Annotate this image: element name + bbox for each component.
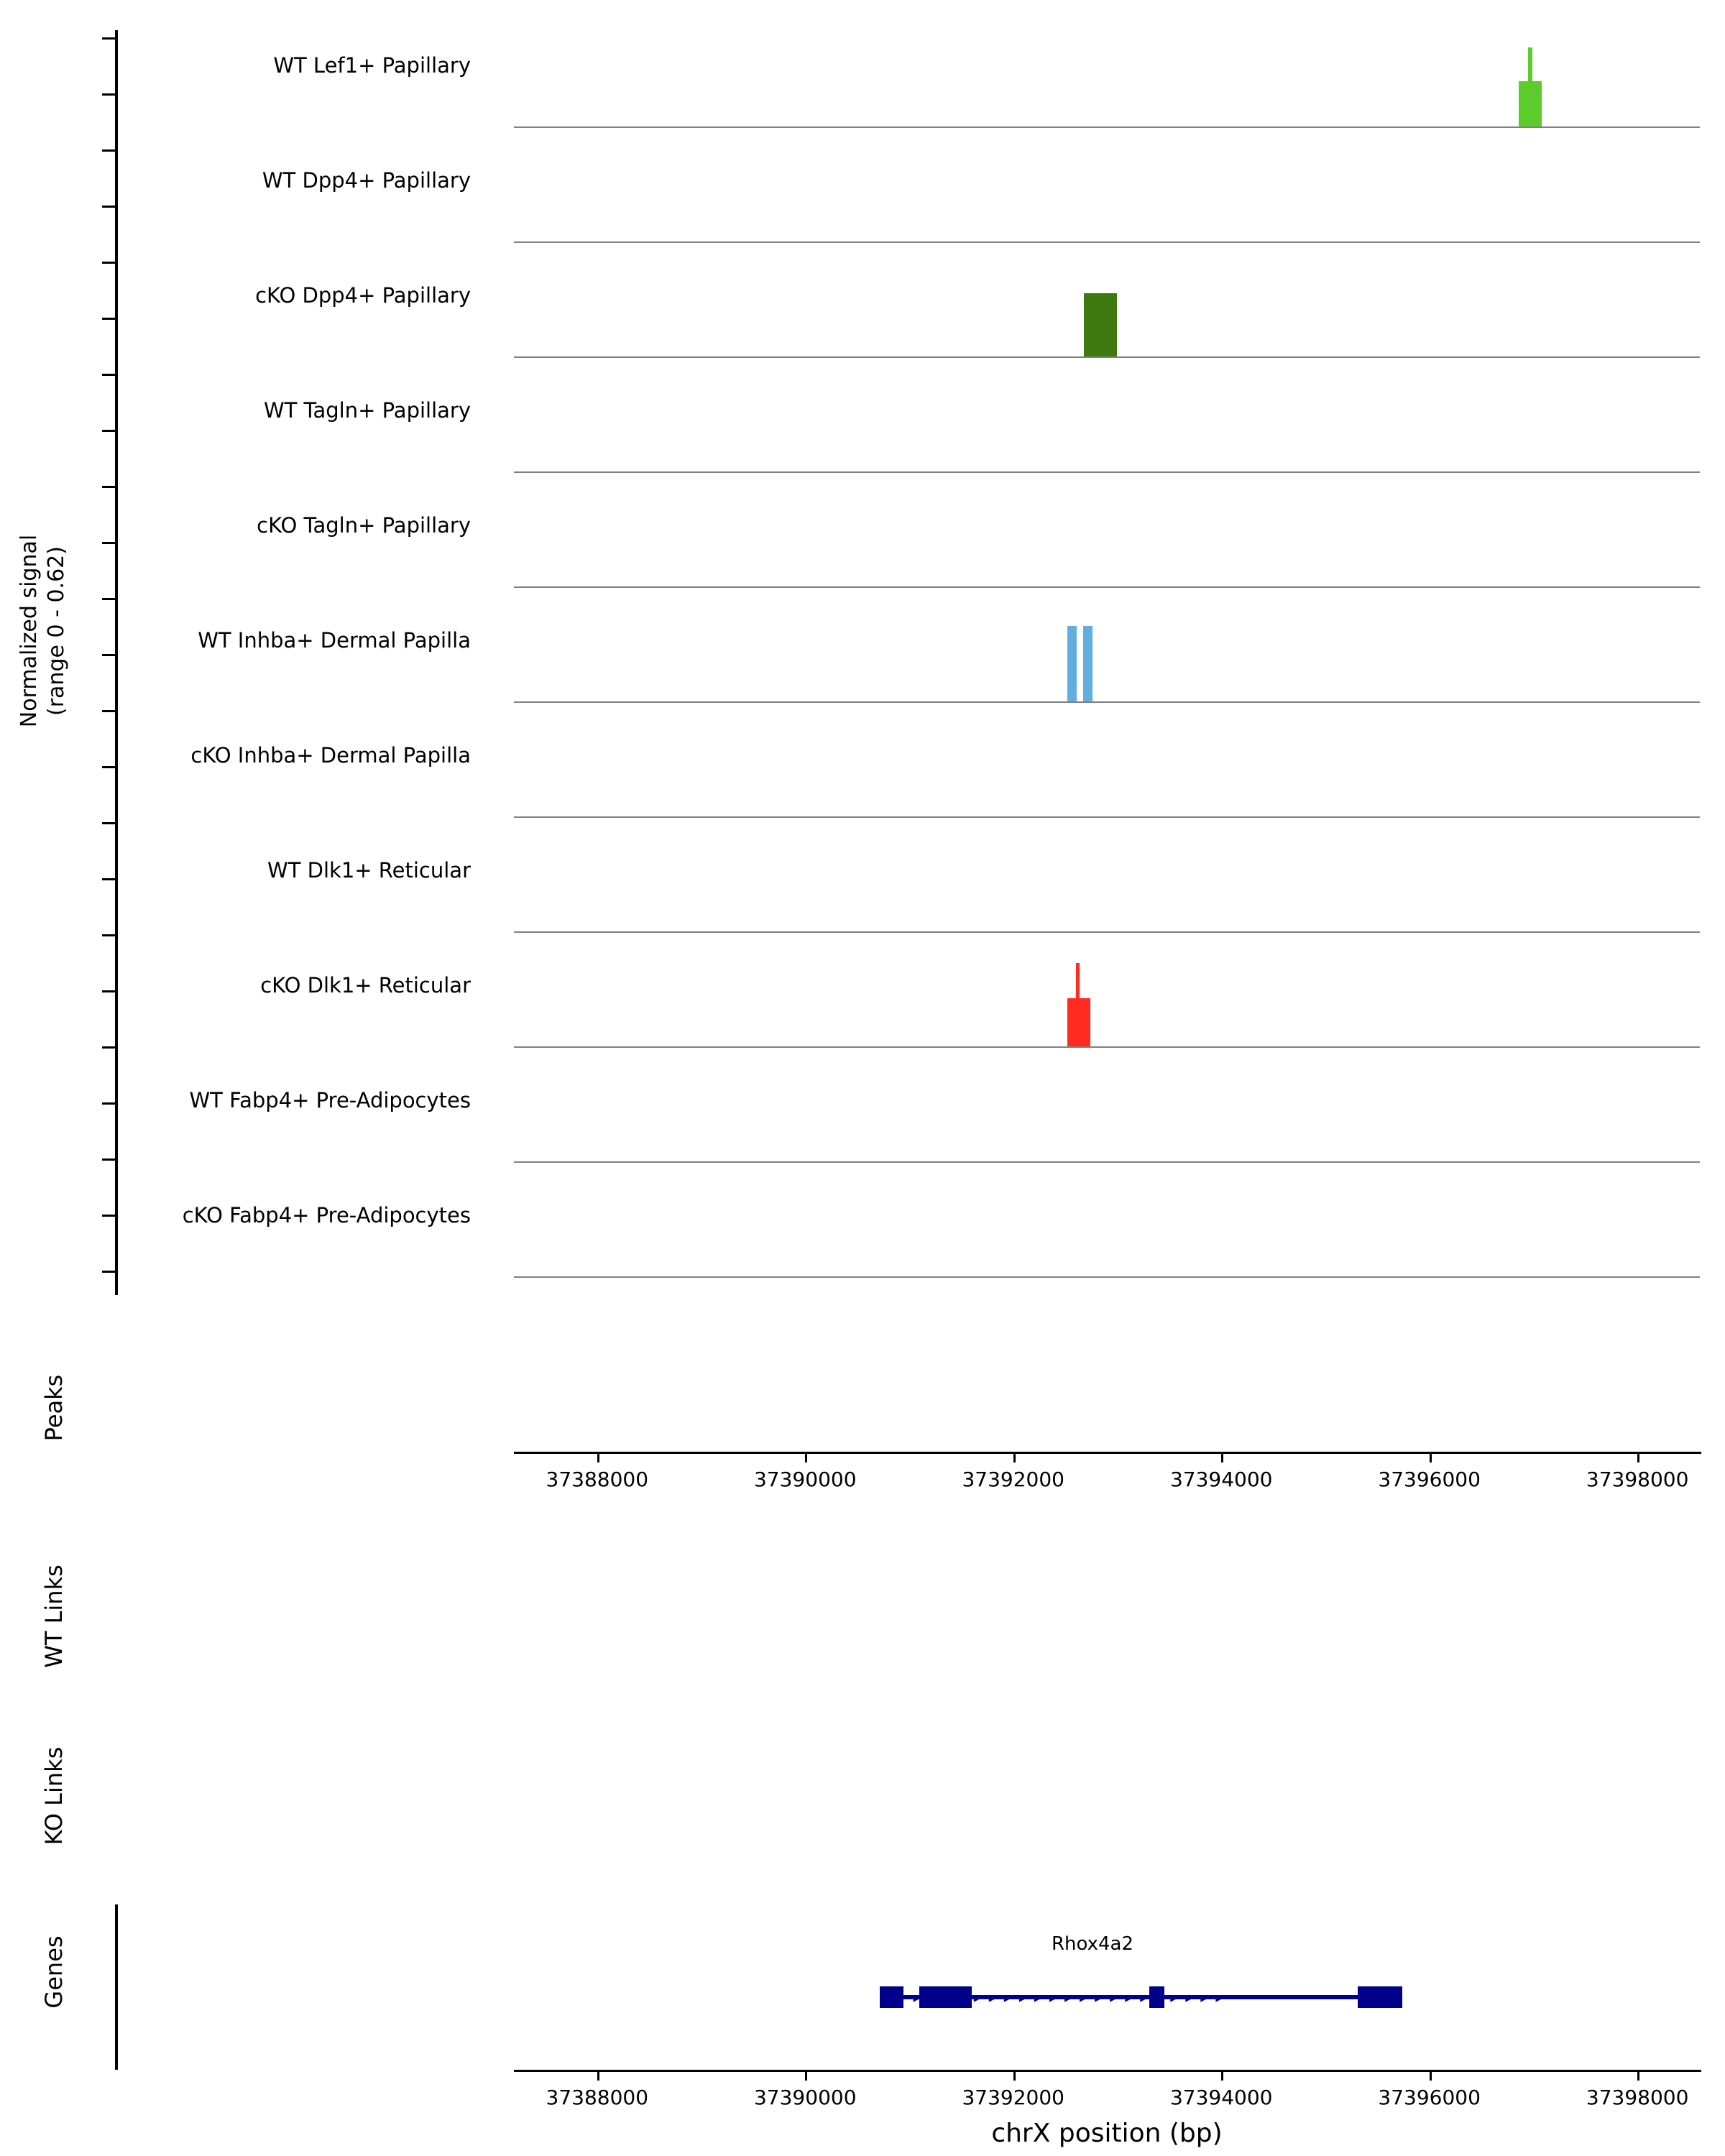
- signal-track-row: [0, 826, 1725, 941]
- signal-track-baseline: [514, 1046, 1700, 1048]
- signal-track-label: cKO Fabp4+ Pre-Adipocytes: [182, 1203, 471, 1227]
- signal-track-baseline: [514, 471, 1700, 473]
- signal-track-baseline: [514, 241, 1700, 243]
- signal-peak: [1528, 47, 1532, 127]
- top-x-axis-line: [514, 1452, 1701, 1454]
- signal-track-row: [0, 596, 1725, 711]
- section-label-peaks: Peaks: [40, 1374, 68, 1442]
- x-axis-tick: [1637, 2072, 1639, 2081]
- signal-track-label: WT Dlk1+ Reticular: [267, 858, 471, 883]
- signal-track-plot: [514, 137, 1700, 242]
- gene-strand-arrows: ▸▸▸▸▸▸▸▸▸▸▸▸▸▸▸▸▸▸▸▸▸▸▸: [883, 1990, 1231, 2004]
- x-axis-tick-label: 37396000: [1378, 2086, 1481, 2109]
- signal-track-plot: [514, 367, 1700, 472]
- x-axis-title: chrX position (bp): [991, 2119, 1223, 2148]
- section-label-wt-links: WT Links: [40, 1565, 68, 1668]
- signal-track-plot: [514, 1171, 1700, 1277]
- signal-track-plot: [514, 711, 1700, 817]
- top-x-axis: [0, 1452, 1725, 1524]
- x-axis-tick: [1221, 1454, 1223, 1462]
- signal-peak: [1067, 626, 1077, 702]
- x-axis-tick: [1637, 1454, 1639, 1462]
- signal-track-plot: [514, 596, 1700, 702]
- x-axis-tick-label: 37390000: [753, 2086, 857, 2109]
- signal-track-label: cKO Tagln+ Papillary: [257, 513, 471, 538]
- signal-track-plot: [514, 482, 1700, 587]
- signal-track-plot: [514, 826, 1700, 932]
- signal-track-label: WT Inhba+ Dermal Papilla: [198, 628, 471, 653]
- bottom-x-axis: [0, 2070, 1725, 2156]
- signal-track-plot: [514, 22, 1700, 127]
- x-axis-tick: [1430, 1454, 1432, 1462]
- signal-track-baseline: [514, 816, 1700, 818]
- signal-track-baseline: [514, 931, 1700, 933]
- signal-track-row: [0, 711, 1725, 826]
- x-axis-tick: [1221, 2072, 1223, 2081]
- x-axis-tick: [805, 2072, 807, 2081]
- x-axis-tick: [597, 1454, 599, 1462]
- x-axis-tick-label: 37388000: [546, 1468, 649, 1491]
- signal-track-baseline: [514, 701, 1700, 703]
- signal-track-baseline: [514, 1161, 1700, 1163]
- signal-track-plot: [514, 1056, 1700, 1162]
- signal-track-label: WT Dpp4+ Papillary: [262, 168, 471, 193]
- signal-track-row: [0, 22, 1725, 137]
- signal-track-baseline: [514, 586, 1700, 588]
- x-axis-tick-label: 37398000: [1586, 1468, 1689, 1491]
- signal-track-row: [0, 252, 1725, 367]
- x-axis-tick-label: 37390000: [753, 1468, 857, 1491]
- x-axis-tick-label: 37388000: [546, 2086, 649, 2109]
- signal-track-baseline: [514, 126, 1700, 128]
- signal-peak: [1083, 626, 1092, 702]
- signal-track-label: cKO Inhba+ Dermal Papilla: [190, 743, 471, 768]
- signal-track-row: [0, 482, 1725, 596]
- x-axis-tick-label: 37392000: [962, 2086, 1064, 2109]
- signal-peak: [1084, 293, 1117, 357]
- signal-track-row: [0, 137, 1725, 252]
- x-axis-tick: [597, 2072, 599, 2081]
- signal-track-label: WT Fabp4+ Pre-Adipocytes: [189, 1088, 471, 1112]
- x-axis-tick-label: 37392000: [962, 1468, 1064, 1491]
- signal-track-plot: [514, 941, 1700, 1047]
- signal-track-label: cKO Dpp4+ Papillary: [255, 283, 471, 308]
- signal-track-label: WT Lef1+ Papillary: [273, 53, 471, 78]
- x-axis-tick-label: 37398000: [1586, 2086, 1689, 2109]
- section-label-genes: Genes: [40, 1935, 68, 2009]
- x-axis-tick-label: 37394000: [1169, 1468, 1273, 1491]
- signal-track-baseline: [514, 1276, 1700, 1278]
- x-axis-tick-label: 37394000: [1169, 2086, 1273, 2109]
- signal-track-label: cKO Dlk1+ Reticular: [260, 973, 471, 998]
- gene-track: [0, 1933, 1725, 2077]
- gene-model[interactable]: [514, 1984, 1700, 2012]
- signal-track-label: WT Tagln+ Papillary: [263, 398, 471, 423]
- gene-name-label: Rhox4a2: [1051, 1933, 1134, 1955]
- x-axis-tick-label: 37396000: [1378, 1468, 1481, 1491]
- y-axis-label-line2: (range 0 - 0.62): [44, 546, 69, 716]
- signal-track-baseline: [514, 356, 1700, 358]
- signal-track-row: [0, 1171, 1725, 1286]
- x-axis-tick: [1013, 2072, 1016, 2081]
- y-axis-label-line1: Normalized signal: [17, 534, 42, 728]
- signal-track-row: [0, 941, 1725, 1056]
- x-axis-tick: [1013, 1454, 1016, 1462]
- bottom-x-axis-line: [514, 2070, 1701, 2072]
- signal-track-row: [0, 367, 1725, 482]
- x-axis-tick: [1430, 2072, 1432, 2081]
- section-label-ko-links: KO Links: [40, 1746, 68, 1846]
- signal-peak: [1076, 963, 1080, 1047]
- x-axis-tick: [805, 1454, 807, 1462]
- signal-track-row: [0, 1056, 1725, 1171]
- signal-track-plot: [514, 252, 1700, 357]
